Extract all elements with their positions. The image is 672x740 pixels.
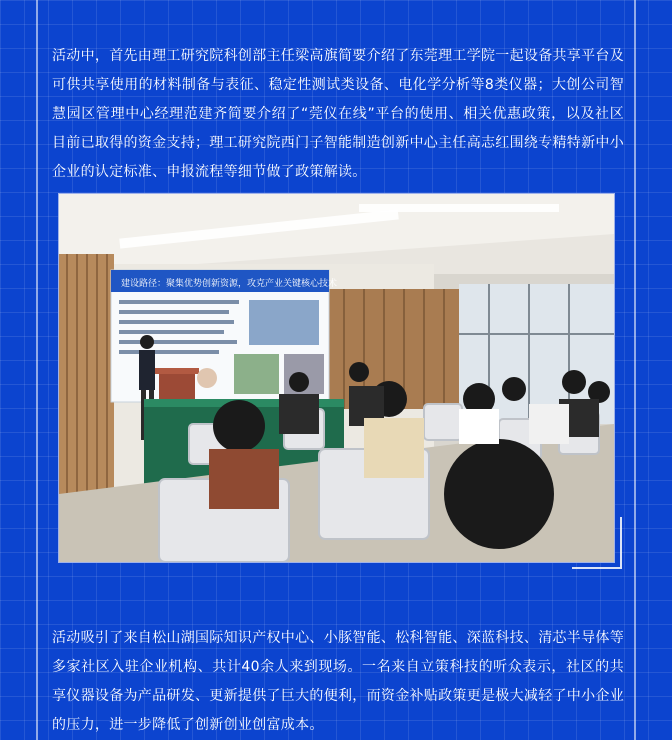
left-border-line [36,0,38,740]
screen-title: 建设路径：聚集优势创新资源，攻克产业关键核心技术 [121,279,338,289]
intro-paragraph: 活动中，首先由理工研究院科创部主任梁高旗简要介绍了东莞理工学院一起设备共享平台及可供共享使用的材料制备与表征、稳定性测试类设备、电化学分析等8类仪器；大创公司智慧园区管理中心经理范建齐简要介绍了“莞仪在线”平台的使用、相关优惠政策，以及社区目前已取得的资金支持；理工研究院西门子智能制造创新中心主任高志红围绕专精特新中小企业的认定标准、申报流程等细节做了政策解读。 [52,48,624,180]
meeting-room-illustration [59,194,614,562]
event-photo [58,193,615,563]
corner-decoration [572,517,622,569]
summary-paragraph: 活动吸引了来自松山湖国际知识产权中心、小豚智能、松科智能、深蓝科技、清芯半导体等多家社区入驻企业机构、共计40余人来到现场。一名来自立策科技的听众表示，社区的共享仪器设备为产品研发、更新提供了巨大的便利，而资金补贴政策更是极大减轻了中小企业的压力，进一步降低了创新创业创富成本。 [52,630,624,733]
right-border-line [634,0,636,740]
